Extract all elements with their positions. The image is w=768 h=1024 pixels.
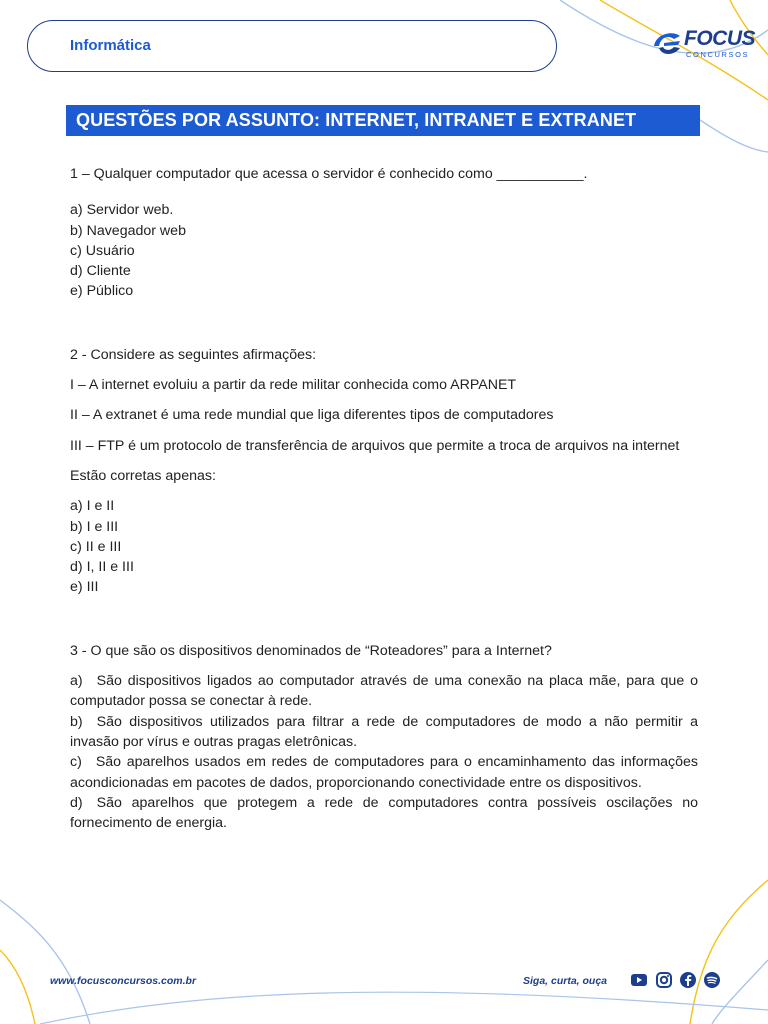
option-item: [70, 671, 698, 712]
option-label: a): [70, 202, 83, 219]
option-text: Navegador web: [86, 222, 186, 239]
option-label: b): [70, 518, 83, 535]
section-title-bar: [66, 105, 700, 136]
question-text: 2 - Considere as seguintes afirmações:: [70, 346, 317, 363]
spotify-icon[interactable]: [703, 971, 721, 989]
question-1: [70, 164, 698, 302]
option-label: c): [70, 538, 82, 555]
focus-logo: [650, 26, 755, 60]
instagram-icon[interactable]: [655, 971, 673, 989]
option-label: a): [70, 498, 83, 515]
questions-content: [70, 164, 698, 833]
options-list: [70, 671, 698, 833]
statement-item: III – FTP é um protocolo de transferência de arquivos que permite a troca de arquivos na internet: [70, 437, 680, 454]
option-item: [70, 261, 698, 281]
option-label: e): [70, 579, 83, 596]
option-text: São dispositivos ligados ao computador através de uma conexão na placa mãe, para que o computador possa se conectar à rede.: [70, 673, 698, 710]
option-item: [70, 537, 698, 557]
option-label: a): [70, 673, 83, 690]
options-list: [70, 200, 698, 301]
option-label: e): [70, 283, 83, 300]
question-3: [70, 641, 698, 834]
option-item: [70, 557, 698, 577]
statement-item: II – A extranet é uma rede mundial que liga diferentes tipos de computadores: [70, 407, 554, 424]
option-text: III: [86, 579, 99, 596]
option-item: [70, 221, 698, 241]
option-item: [70, 241, 698, 261]
option-text: I, II e III: [86, 559, 134, 576]
option-text: Cliente: [86, 263, 131, 280]
option-text: II e III: [85, 538, 122, 555]
logo-mark-icon: [650, 26, 684, 60]
logo-wordmark: FOCUS: [684, 27, 755, 50]
option-item: [70, 577, 698, 597]
follow-label: Siga, curta, ouça: [523, 975, 608, 987]
youtube-icon[interactable]: [630, 971, 648, 989]
option-text: São aparelhos usados em redes de computadores para o encaminhamento das informações acondicionadas em pacotes de dados, proporcionando conectividade entre os dispositivos.: [70, 754, 698, 791]
option-item: [70, 793, 698, 834]
option-text: I e II: [86, 498, 115, 515]
option-item: [70, 200, 698, 220]
question-2: [70, 345, 698, 598]
option-item: [70, 752, 698, 793]
option-label: d): [70, 263, 83, 280]
option-item: [70, 281, 698, 301]
question-text: 3 - O que são os dispositivos denominados de “Roteadores” para a Internet?: [70, 642, 552, 659]
option-label: d): [70, 559, 83, 576]
option-text: São aparelhos que protegem a rede de computadores contra possíveis oscilações no fornecimento de energia.: [70, 794, 698, 832]
facebook-icon[interactable]: [679, 971, 697, 989]
subject-label: Informática: [70, 37, 151, 54]
option-text: Servidor web.: [86, 202, 174, 219]
option-text: Usuário: [85, 242, 135, 259]
website-link[interactable]: www.focusconcursos.com.br: [50, 975, 197, 987]
option-text: São dispositivos utilizados para filtrar a rede de computadores de modo a não permitir a invasão por vírus e outras pragas eletrônicas.: [70, 713, 698, 750]
option-label: c): [70, 754, 82, 771]
option-text: Público: [86, 283, 134, 300]
option-label: b): [70, 222, 83, 239]
option-text: I e III: [86, 518, 119, 535]
option-item: [70, 712, 698, 753]
option-label: b): [70, 713, 83, 730]
logo-subtitle: CONCURSOS: [686, 50, 750, 59]
statement-item: I – A internet evoluiu a partir da rede militar conhecida como ARPANET: [70, 377, 517, 394]
question-text: 1 – Qualquer computador que acessa o servidor é conhecido como ___________.: [70, 166, 588, 182]
option-label: c): [70, 242, 82, 259]
question-prompt: Estão corretas apenas:: [70, 467, 216, 484]
options-list: [70, 496, 698, 597]
option-item: [70, 517, 698, 537]
page-title: QUESTÕES POR ASSUNTO: INTERNET, INTRANET E EXTRANET: [76, 110, 637, 130]
option-label: d): [70, 794, 83, 811]
option-item: [70, 496, 698, 516]
